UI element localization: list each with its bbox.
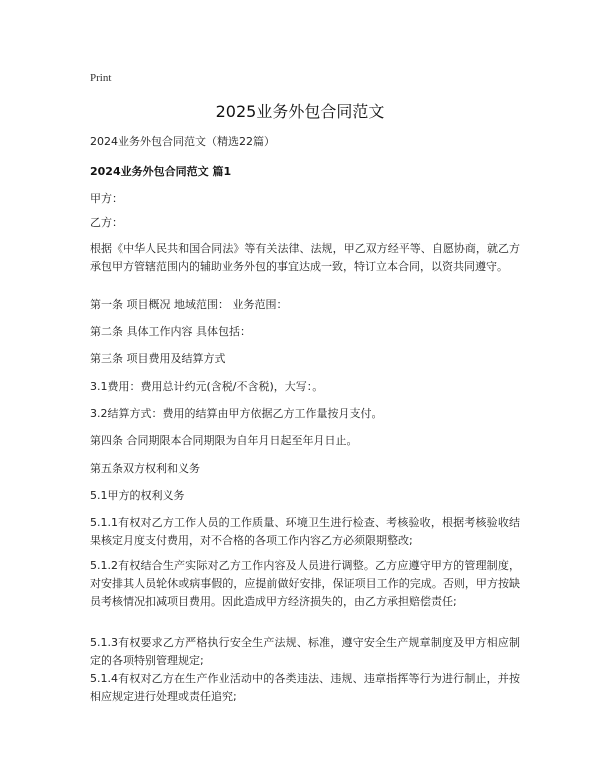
clause-3-2: 3.2结算方式：费用的结算由甲方依据乙方工作量按月支付。 [90,407,383,420]
preamble-paragraph: 根据《中华人民共和国合同法》等有关法律、法规，甲乙双方经平等、自愿协商，就乙方承包甲方管辖范围内的辅助业务外包的事宜达成一致，特订立本合同，以资共同遵守。 [90,242,520,273]
article-2: 第二条 具体工作内容 具体包括： [90,325,251,338]
clause-5-1: 5.1甲方的权利义务 [90,489,185,502]
article-1: 第一条 项目概况 地域范围： 业务范围： [90,298,288,311]
article-4: 第四条 合同期限本合同期限为自年月日起至年月日止。 [90,434,358,447]
document-title: 2025业务外包合同范文 [215,102,385,121]
print-link[interactable]: Print [90,72,112,84]
document-subtitle: 2024业务外包合同范文（精选22篇） [90,135,275,148]
clause-5-1-2: 5.1.2有权结合生产实际对乙方工作内容及人员进行调整。乙方应遵守甲方的管理制度，对安排其人员轮休或病事假的，应提前做好安排，保证项目工作的完成。否则，甲方按缺员考核情况扣减项目费用。因此造成甲方经济损失的，由乙方承担赔偿责任; [90,559,520,608]
article-5: 第五条双方权利和义务 [90,462,200,475]
party-b-line: 乙方： [90,216,123,229]
clause-5-1-4: 5.1.4有权对乙方在生产作业活动中的各类违法、违规、违章指挥等行为进行制止，并按相应规定进行处理或责任追究; [90,672,520,703]
section-heading: 2024业务外包合同范文 篇1 [90,165,232,178]
article-3: 第三条 项目费用及结算方式 [90,352,226,365]
party-a-line: 甲方： [90,192,123,205]
clause-5-1-1: 5.1.1有权对乙方工作人员的工作质量、环境卫生进行检查、考核验收，根据考核验收结果核定月度支付费用，对不合格的各项工作内容乙方必须限期整改; [90,516,520,547]
clause-3-1: 3.1费用：费用总计约元(含税/不含税)，大写：。 [90,380,324,393]
clause-5-1-3: 5.1.3有权要求乙方严格执行安全生产法规、标准，遵守安全生产规章制度及甲方相应制定的各项特别管理规定; [90,636,520,667]
